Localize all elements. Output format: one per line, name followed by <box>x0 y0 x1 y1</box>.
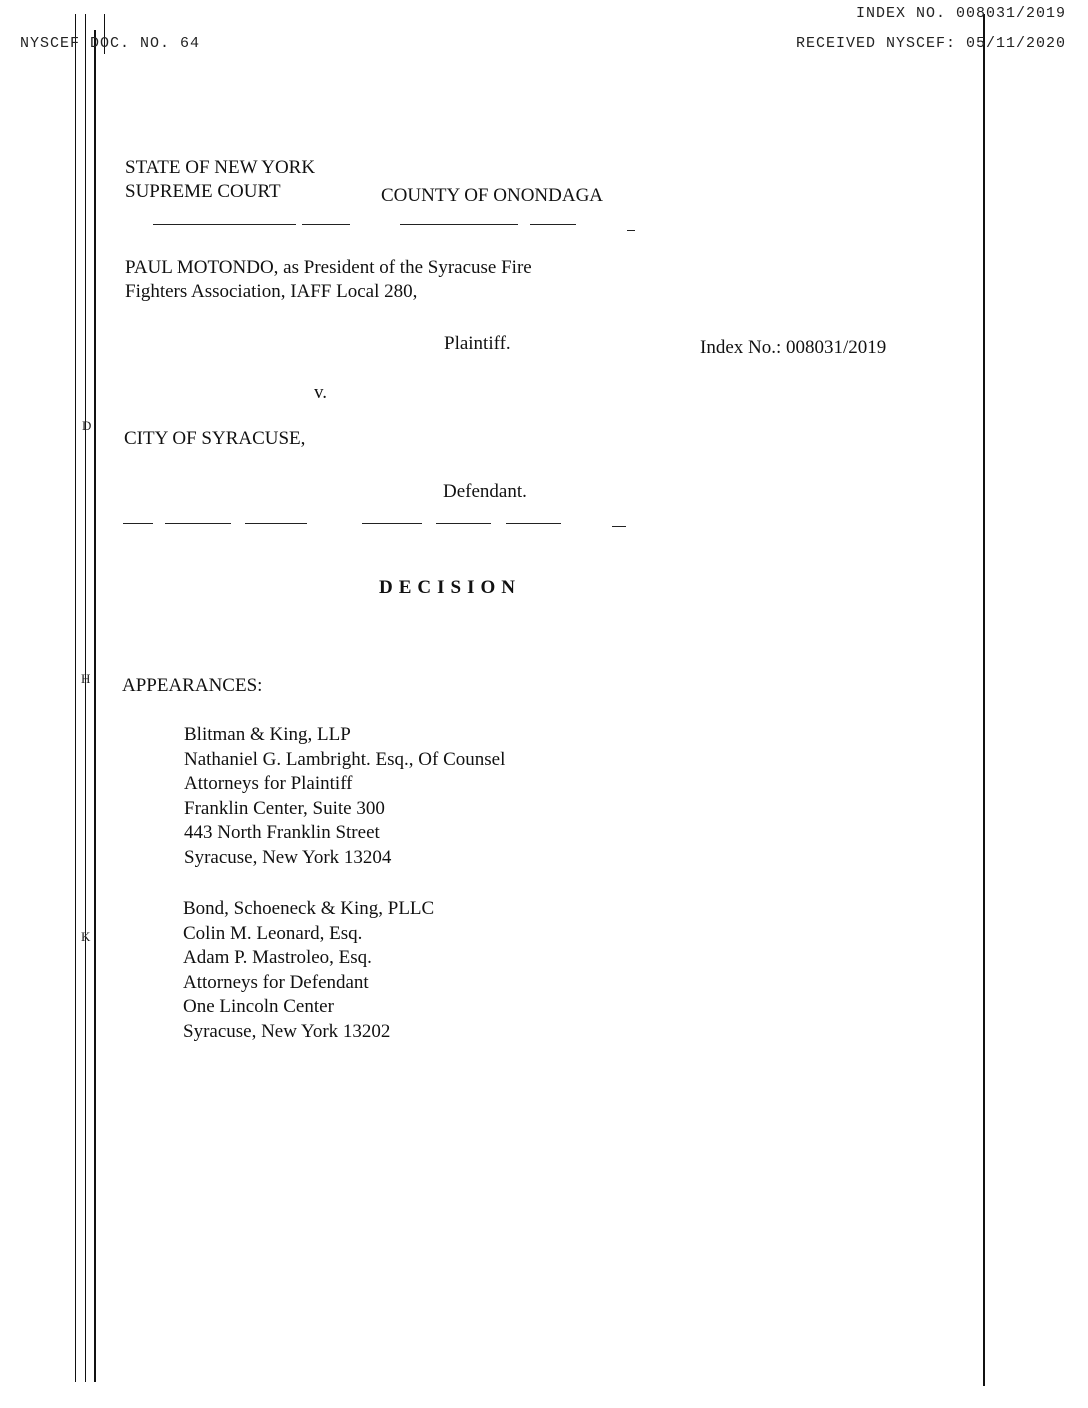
caption-rule-top-3 <box>400 224 518 225</box>
plaintiff-counsel-line: Attorneys for Plaintiff <box>184 773 353 794</box>
court-state: STATE OF NEW YORK <box>125 157 316 178</box>
caption-rule-bottom-5 <box>436 523 491 524</box>
document-title: DECISION <box>379 577 521 598</box>
plaintiff-counsel-line: Syracuse, New York 13204 <box>184 846 392 868</box>
defendant-counsel-line: Syracuse, New York 13202 <box>183 1020 391 1042</box>
defendant-counsel-line: Bond, Schoeneck & King, PLLC <box>183 898 435 919</box>
caption-rule-bottom-6 <box>506 523 561 524</box>
plaintiff-line-1: PAUL MOTONDO, as President of the Syracuse Fire <box>125 257 532 278</box>
margin-mark-h: H <box>81 671 91 686</box>
caption-rule-bottom-3 <box>245 523 307 524</box>
caption-rule-top-5 <box>627 230 635 231</box>
caption-rule-bottom-2 <box>165 523 231 524</box>
plaintiff-counsel-block <box>184 723 505 870</box>
plaintiff-line-2: Fighters Association, IAFF Local 280, <box>125 281 418 302</box>
defendant-counsel-line: One Lincoln Center <box>183 996 334 1017</box>
margin-mark-k: K <box>81 929 91 944</box>
caption-rule-bottom-1 <box>123 523 153 524</box>
court-name: SUPREME COURT <box>125 181 281 202</box>
plaintiff-counsel-line: Nathaniel G. Lambright. Esq., Of Counsel <box>184 748 506 770</box>
scan-margin-line-left-3 <box>94 30 96 1382</box>
defendant-counsel-line: Colin M. Leonard, Esq. <box>183 922 363 944</box>
scan-margin-line-left-1 <box>75 14 76 1382</box>
plaintiff-counsel-line: 443 North Franklin Street <box>184 822 380 843</box>
defendant-counsel-line: Adam P. Mastroleo, Esq. <box>183 947 372 968</box>
caption-rule-top-4 <box>530 224 576 225</box>
caption-rule-top-1 <box>153 224 296 225</box>
defendant-counsel-line: Attorneys for Defendant <box>183 971 369 993</box>
doc-number-stamp: NYSCEF DOC. NO. 64 <box>20 35 201 52</box>
appearances-heading: APPEARANCES: <box>122 675 263 696</box>
caption-rule-bottom-7 <box>612 526 626 527</box>
plaintiff-label: Plaintiff. <box>444 333 511 354</box>
margin-mark-d: D <box>82 418 92 433</box>
defendant-label: Defendant. <box>443 481 527 502</box>
scan-margin-line-left-2 <box>85 14 86 1382</box>
scan-margin-line-right <box>983 14 985 1386</box>
court-county: COUNTY OF ONONDAGA <box>381 185 604 206</box>
caption-rule-top-2 <box>302 224 350 225</box>
versus: v. <box>314 382 328 403</box>
index-number-label: Index No.: 008031/2019 <box>700 337 887 358</box>
caption-rule-bottom-4 <box>362 523 422 524</box>
plaintiff-counsel-line: Franklin Center, Suite 300 <box>184 797 385 819</box>
defendant-name: CITY OF SYRACUSE, <box>124 428 306 449</box>
plaintiff-counsel-line: Blitman & King, LLP <box>184 724 351 745</box>
index-number-stamp: INDEX NO. 008031/2019 <box>855 5 1066 22</box>
defendant-counsel-block <box>183 897 434 1044</box>
received-stamp: RECEIVED NYSCEF: 05/11/2020 <box>795 35 1066 52</box>
